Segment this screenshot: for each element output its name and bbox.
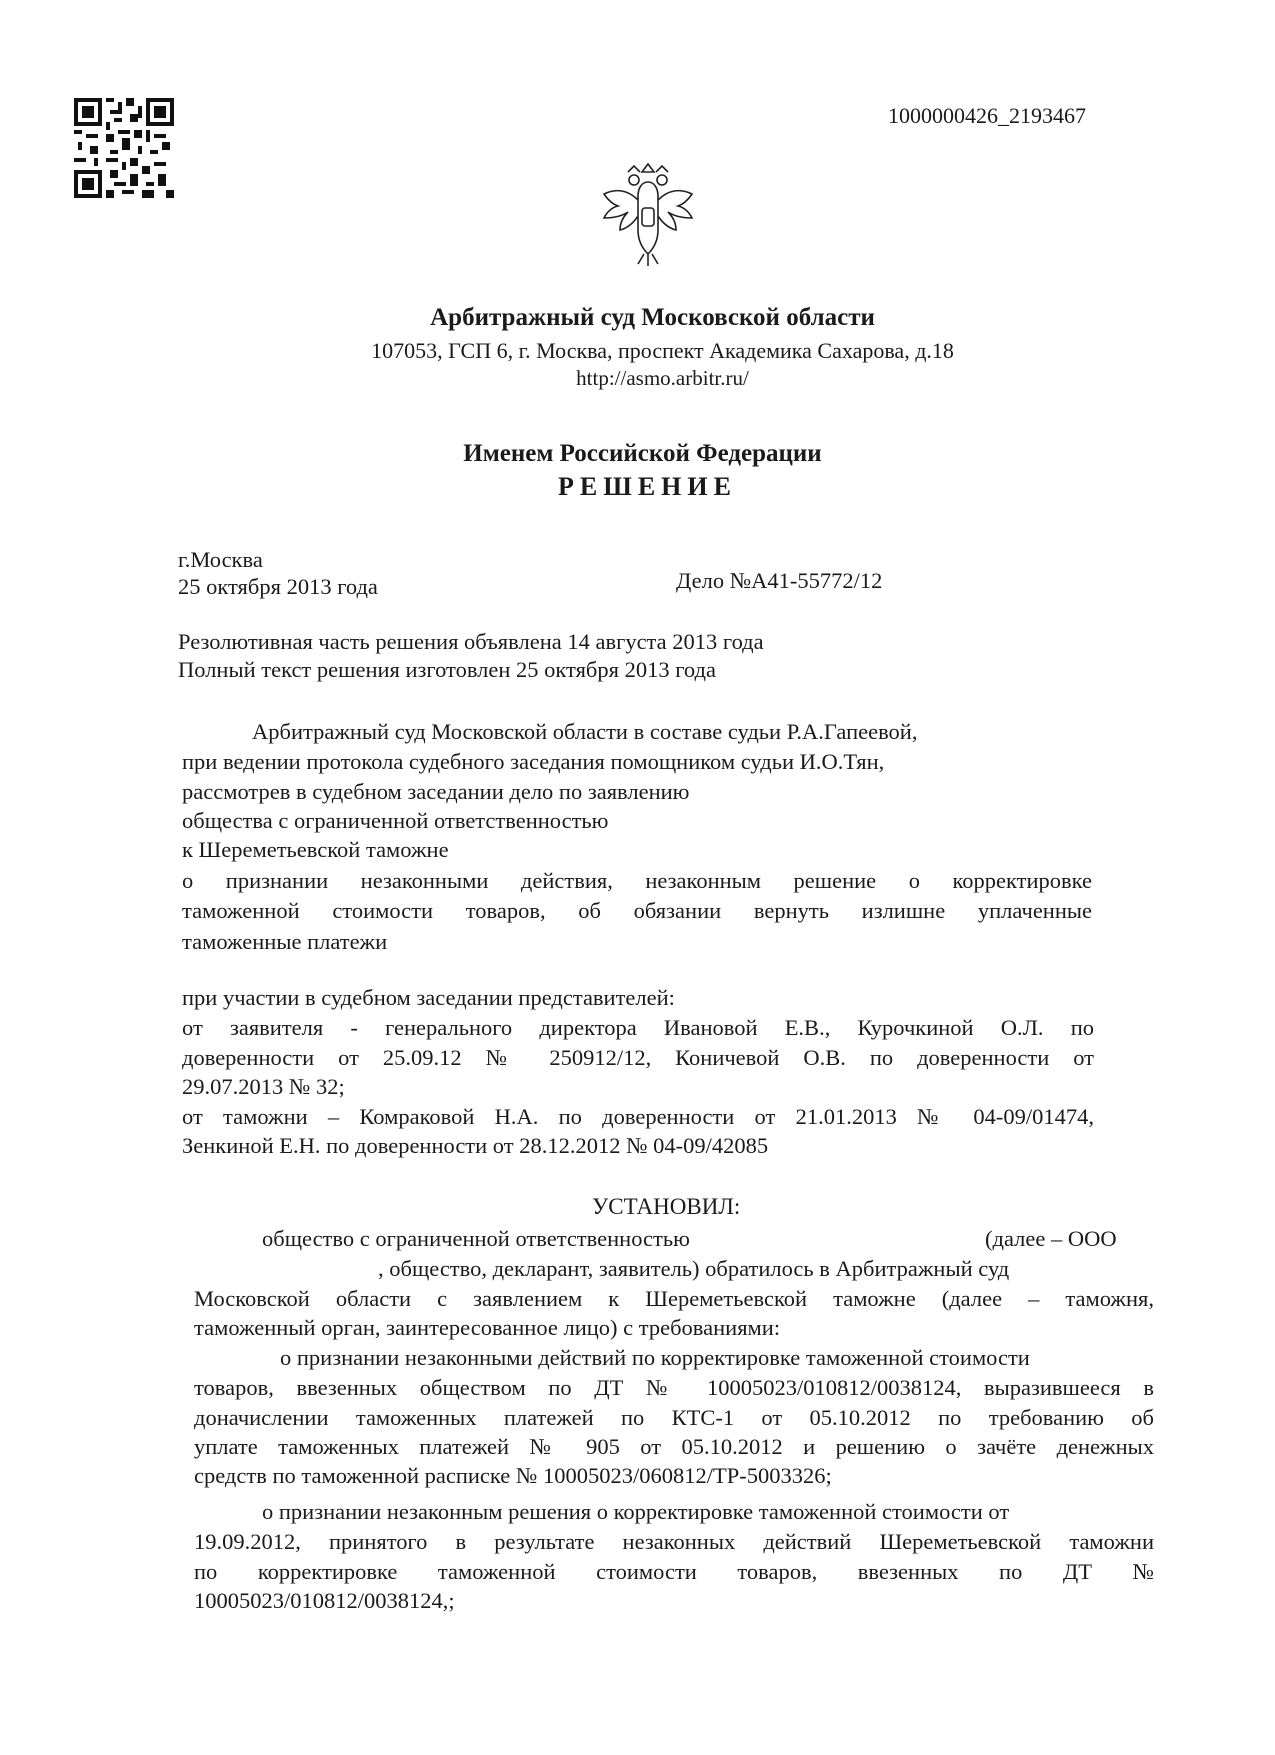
established-line-1-end: (далее – ООО: [985, 1226, 1117, 1251]
intro-line-3: рассмотрев в судебном заседании дело по заявлению: [182, 779, 690, 804]
established-line-9: средств по таможенной расписке № 10005023/060812/ТР-5003326;: [194, 1463, 832, 1488]
participants-line-6: Зенкиной Е.Н. по доверенности от 28.12.2012 № 04-09/42085: [182, 1133, 769, 1158]
established-line-5: о признании незаконными действий по корректировке таможенной стоимости: [280, 1345, 1030, 1370]
established-line-7: доначислении таможенных платежей по КТС-1 от 05.10.2012 по требованию об: [194, 1405, 1154, 1430]
established-line-13: 10005023/010812/0038124,;: [194, 1588, 455, 1613]
established-line-11: 19.09.2012, принятого в результате незаконных действий Шереметьевской таможни: [194, 1529, 1154, 1554]
established-line-10: о признании незаконным решения о корректировке таможенной стоимости от: [262, 1499, 1010, 1524]
city: г.Москва: [178, 547, 263, 572]
decision-date: 25 октября 2013 года: [178, 574, 378, 599]
announced-line: Резолютивная часть решения объявлена 14 августа 2013 года: [178, 629, 764, 654]
emblem-icon: [598, 160, 698, 270]
full-text-line: Полный текст решения изготовлен 25 октября 2013 года: [178, 657, 716, 682]
established-line-4: таможенный орган, заинтересованное лицо) с требованиями:: [194, 1315, 781, 1340]
intro-line-1: Арбитражный суд Московской области в составе судьи Р.А.Гапеевой,: [252, 719, 918, 744]
participants-line-5: от таможни – Комраковой Н.А. по доверенности от 21.01.2013 № 04-09/01474,: [182, 1104, 1094, 1129]
established-line-6: товаров, ввезенных обществом по ДТ № 10005023/010812/0038124, выразившееся в: [194, 1375, 1154, 1400]
participants-line-4: 29.07.2013 № 32;: [182, 1074, 345, 1099]
decision-heading: РЕШЕНИЕ: [558, 472, 737, 501]
intro-line-6: о признании незаконными действия, незаконным решение о корректировке: [182, 868, 1092, 893]
intro-line-5: к Шереметьевской таможне: [182, 837, 449, 862]
participants-line-2: от заявителя - генерального директора Ивановой Е.В., Курочкиной О.Л. по: [182, 1015, 1094, 1040]
established-line-1: общество с ограниченной ответственностью: [262, 1226, 690, 1251]
in-name-heading: Именем Российской Федерации: [463, 440, 822, 467]
established-line-3: Московской области с заявлением к Шереметьевской таможне (далее – таможня,: [194, 1286, 1154, 1311]
document-id: 1000000426_2193467: [888, 103, 1086, 128]
participants-line-1: при участии в судебном заседании представителей:: [182, 985, 675, 1010]
intro-line-4: общества с ограниченной ответственностью: [182, 808, 609, 833]
intro-line-7: таможенной стоимости товаров, об обязании вернуть излишне уплаченные: [182, 898, 1092, 923]
intro-line-2: при ведении протокола судебного заседания помощником судьи И.О.Тян,: [182, 749, 885, 774]
established-line-2: , общество, декларант, заявитель) обратилось в Арбитражный суд: [378, 1256, 1010, 1281]
qr-code: [74, 98, 174, 198]
court-name: Арбитражный суд Московской области: [430, 304, 875, 331]
participants-line-3: доверенности от 25.09.12 № 250912/12, Коничевой О.В. по доверенности от: [182, 1045, 1094, 1070]
court-address: 107053, ГСП 6, г. Москва, проспект Академика Сахарова, д.18: [371, 338, 954, 363]
court-url[interactable]: http://asmo.arbitr.ru/: [576, 366, 749, 390]
established-line-12: по корректировке таможенной стоимости товаров, ввезенных по ДТ №: [194, 1559, 1154, 1584]
intro-line-8: таможенные платежи: [182, 929, 388, 954]
established-heading: УСТАНОВИЛ:: [592, 1194, 741, 1219]
established-line-8: уплате таможенных платежей № 905 от 05.10.2012 и решению о зачёте денежных: [194, 1434, 1154, 1459]
case-number: Дело №А41-55772/12: [676, 568, 883, 593]
